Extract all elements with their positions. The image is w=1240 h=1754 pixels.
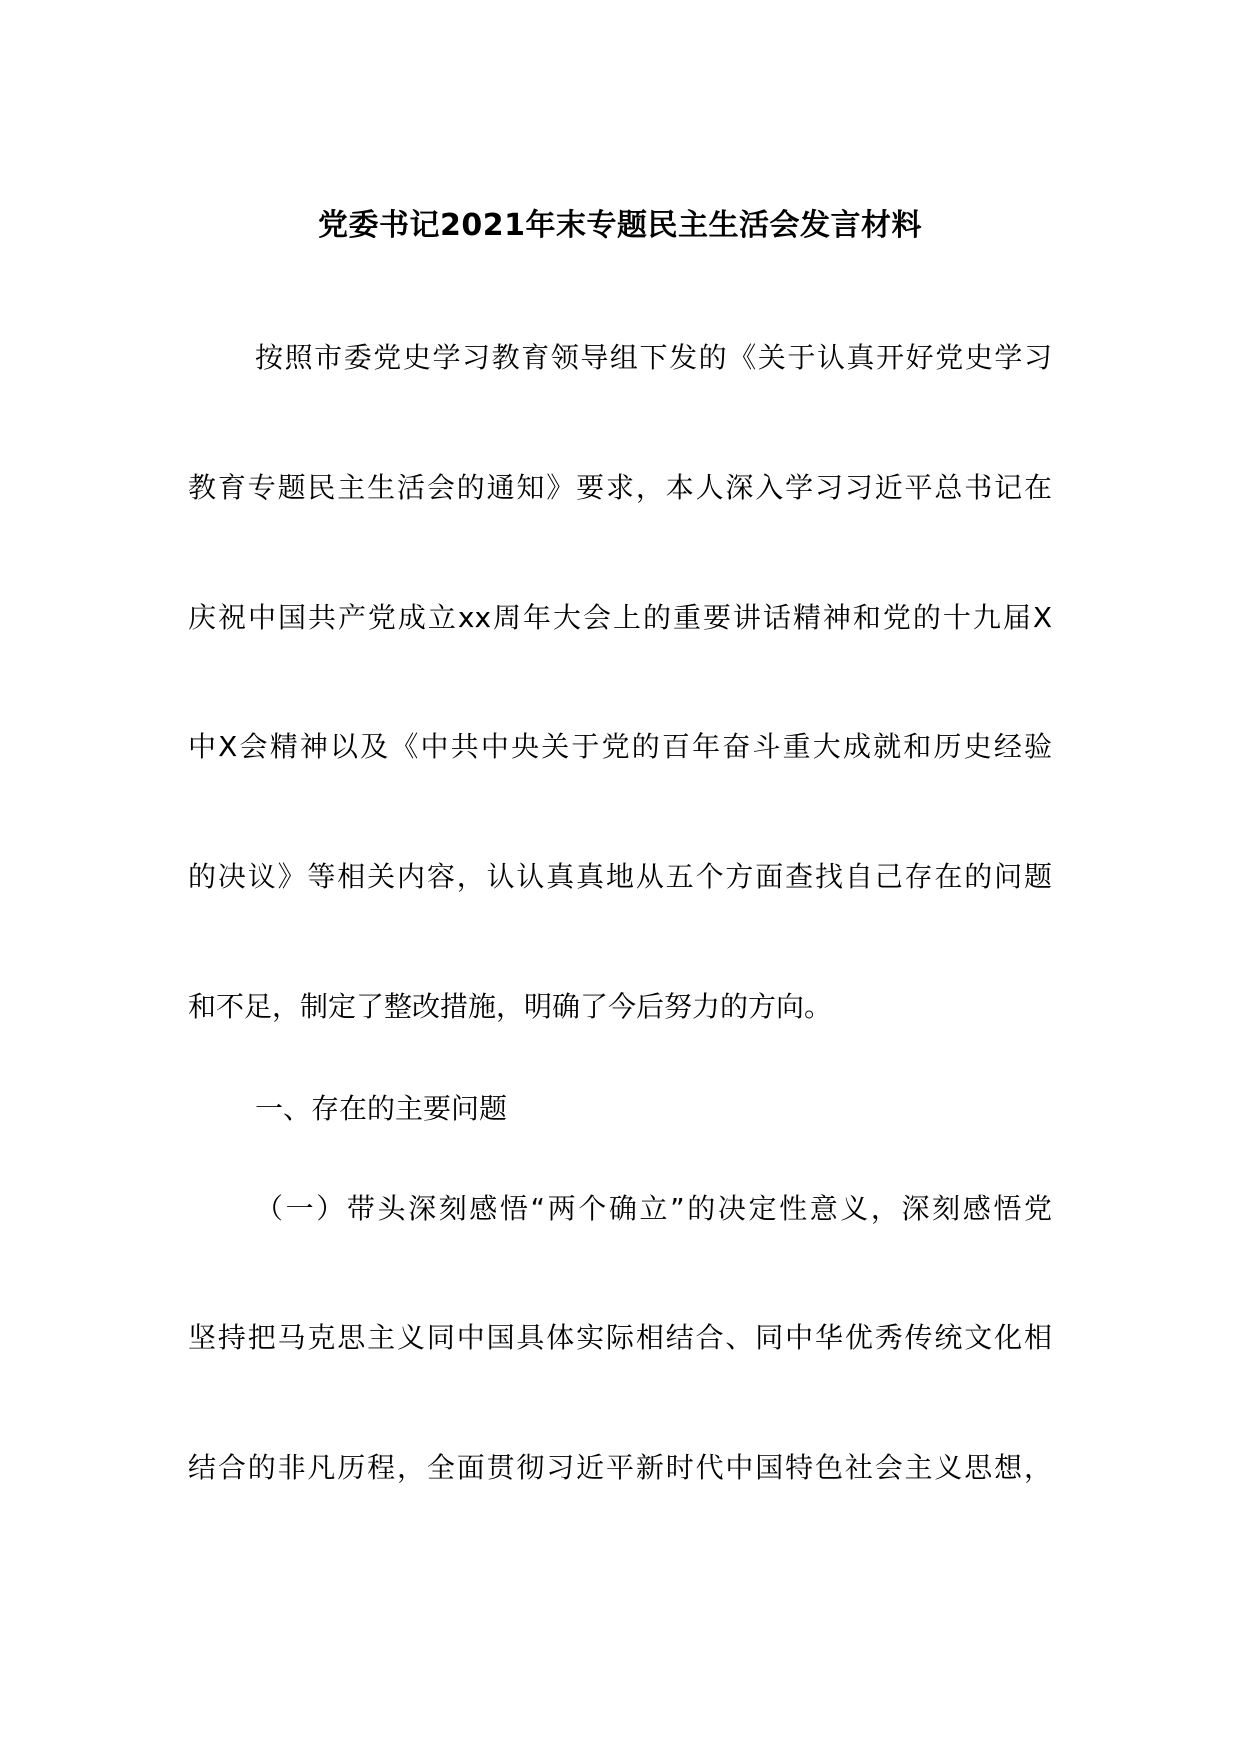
document-title: 党委书记2021年末专题民主生活会发言材料 [318, 208, 922, 243]
paragraph-line: 结合的非凡历程，全面贯彻习近平新时代中国特色社会主义思想， [188, 1451, 1052, 1484]
paragraph-line: 和不足，制定了整改措施，明确了今后努力的方向。 [188, 990, 833, 1023]
paragraph-line: （一）带头深刻感悟“两个确立”的决定性意义，深刻感悟党 [255, 1192, 1052, 1225]
paragraph-line: 的决议》等相关内容，认认真真地从五个方面查找自己存在的问题 [188, 860, 1052, 893]
paragraph-line: 坚持把马克思主义同中国具体实际相结合、同中华优秀传统文化相 [188, 1321, 1052, 1354]
paragraph-line: 庆祝中国共产党成立xx周年大会上的重要讲话精神和党的十九届X [188, 601, 1052, 634]
paragraph-line: 中X会精神以及《中共中央关于党的百年奋斗重大成就和历史经验 [188, 730, 1052, 763]
paragraph-line: 教育专题民主生活会的通知》要求，本人深入学习习近平总书记在 [188, 471, 1052, 504]
paragraph-line: 按照市委党史学习教育领导组下发的《关于认真开好党史学习 [255, 341, 1052, 374]
section-heading: 一、存在的主要问题 [255, 1092, 508, 1125]
